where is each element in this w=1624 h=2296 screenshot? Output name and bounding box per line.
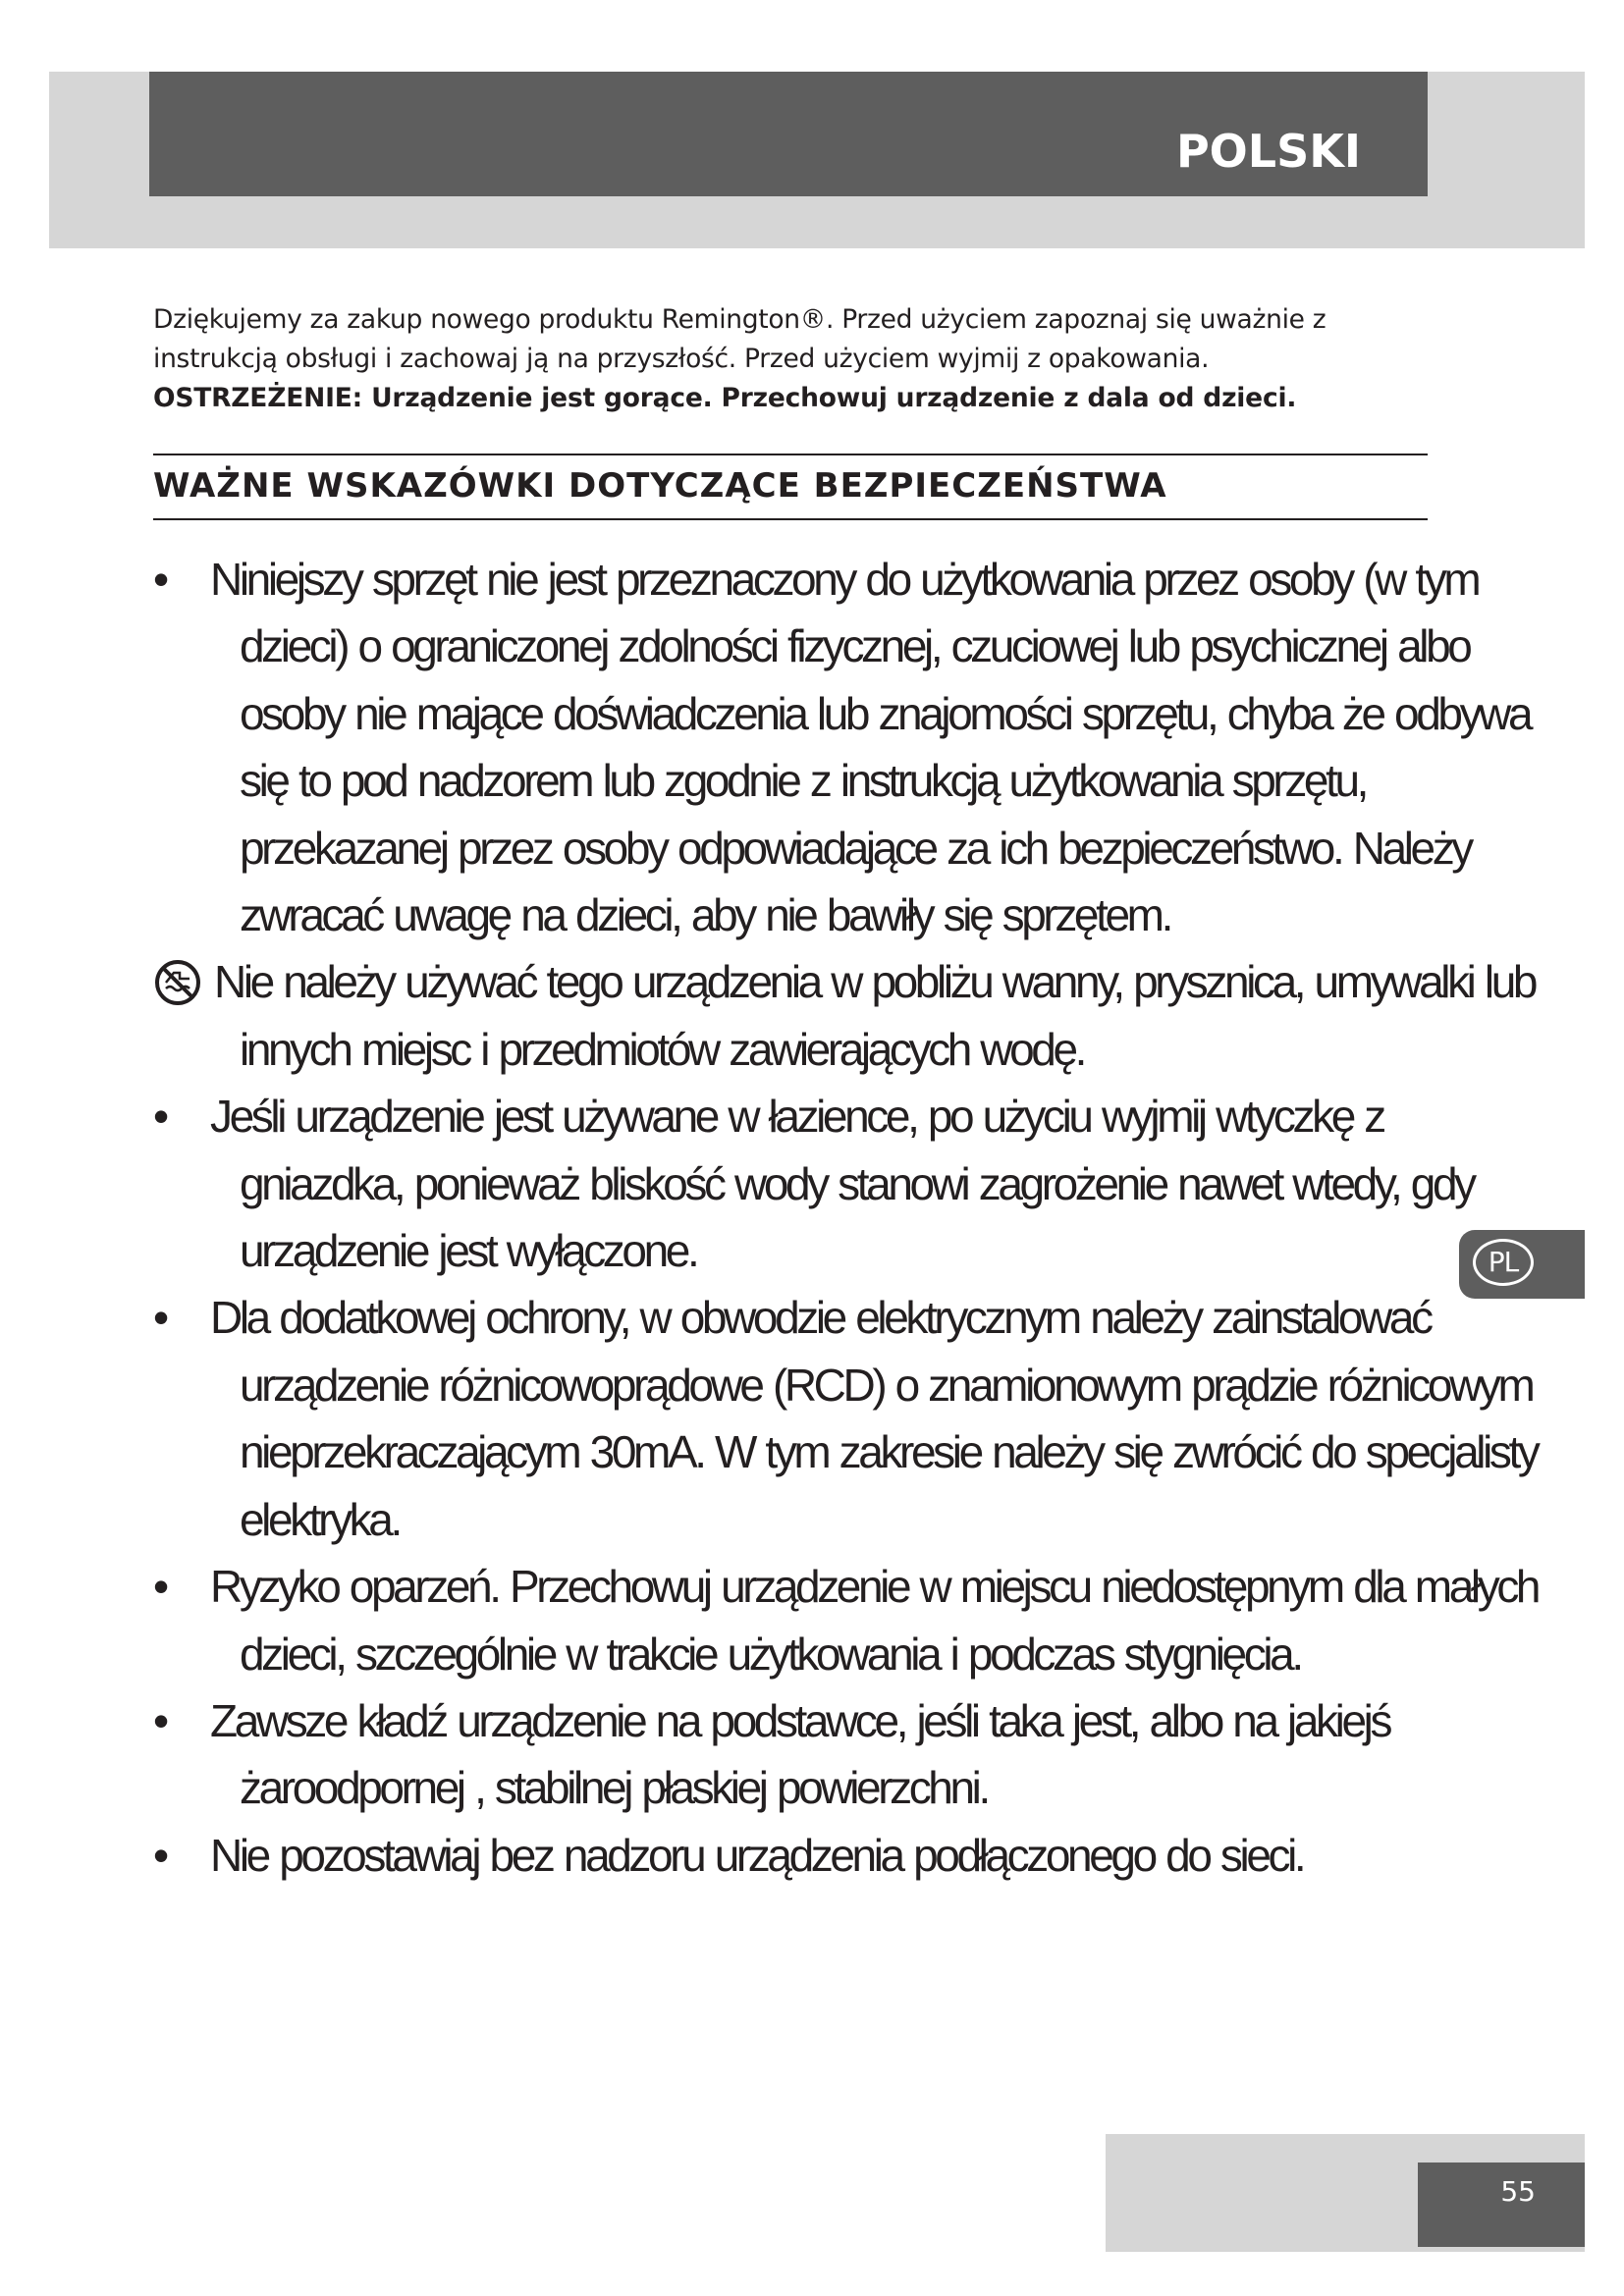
item-line: urządzenie różnicowoprądowe (RCD) o znamionowym prądzie różnicowym [240,1359,1533,1411]
header-bar [149,72,1428,196]
page-number: 55 [1500,2175,1536,2208]
no-water-icon [153,958,202,1007]
section-title: WAŻNE WSKAZÓWKI DOTYCZĄCE BEZPIECZEŃSTWA [153,466,1167,506]
bullet: • [153,1091,170,1143]
item-line: przekazanej przez osoby odpowiadające za ich bezpieczeństwo. Należy [240,822,1471,874]
item-line: Zawsze kładź urządzenie na podstawce, jeśli taka jest, albo na jakiejś [210,1694,1390,1746]
item-line: Ryzyko oparzeń. Przechowuj urządzenie w miejscu niedostępnym dla małych [210,1561,1539,1613]
item-line: nieprzekraczającym 30mA. W tym zakresie należy się zwrócić do specjalisty [240,1426,1538,1478]
warning-text: OSTRZEŻENIE: Urządzenie jest gorące. Przechowuj urządzenie z dala od dzieci. [153,383,1297,413]
language-tab [1459,1230,1585,1299]
item-line: innych miejsc i przedmiotów zawierających wodę. [240,1023,1085,1075]
item-line: Nie pozostawiaj bez nadzoru urządzenia podłączonego do sieci. [210,1829,1304,1881]
bullet: • [153,1829,170,1881]
item-line: zwracać uwagę na dzieci, aby nie bawiły się sprzętem. [240,889,1170,941]
list-item [153,546,1531,948]
list-item [153,1553,1539,1687]
bullet: • [153,1694,170,1746]
item-line: żaroodpornej , stabilnej płaskiej powierzchni. [240,1762,988,1814]
item-line: dzieci) o ograniczonej zdolności fizycznej, czuciowej lub psychicznej albo [240,620,1470,672]
item-line: gniazdka, ponieważ bliskość wody stanowi zagrożenie nawet wtedy, gdy [240,1157,1474,1209]
item-line: urządzenie jest wyłączone. [240,1225,697,1277]
page-language-title: POLSKI [1175,125,1361,178]
item-line: dzieci, szczególnie w trakcie użytkowania i podczas stygnięcia. [240,1628,1301,1680]
item-line: Niniejszy sprzęt nie jest przeznaczony do użytkowania przez osoby (w tym [210,554,1479,605]
item-line: Dla dodatkowej ochrony, w obwodzie elektrycznym należy zainstalować [210,1292,1431,1344]
list-item [153,1822,1469,1889]
intro-text [153,300,1430,418]
intro-line: instrukcją obsługi i zachowaj ją na przyszłość. Przed użyciem wyjmij z opakowania. [153,344,1210,374]
bullet: • [153,1561,170,1613]
bullet: • [153,1292,170,1344]
item-line: osoby nie mające doświadczenia lub znajomości sprzętu, chyba że odbywa [240,687,1531,739]
list-item [153,948,1536,1083]
list-item [153,1284,1538,1553]
list-item [153,1687,1469,1822]
item-line: Nie należy używać tego urządzenia w pobliżu wanny, prysznica, umywalki lub [214,956,1536,1008]
section-bottom-rule [153,518,1428,520]
language-tab-label: PL [1473,1239,1534,1286]
item-line: elektryka. [240,1493,400,1545]
item-line: Jeśli urządzenie jest używane w łazience, po użyciu wyjmij wtyczkę z [210,1091,1383,1143]
section-top-rule [153,454,1428,455]
item-line: się to pod nadzorem lub zgodnie z instrukcją użytkowania sprzętu, [240,755,1367,807]
list-item [153,1083,1474,1284]
intro-line: Dziękujemy za zakup nowego produktu Remington®. Przed użyciem zapoznaj się uważnie z [153,304,1326,335]
bullet: • [153,554,170,605]
